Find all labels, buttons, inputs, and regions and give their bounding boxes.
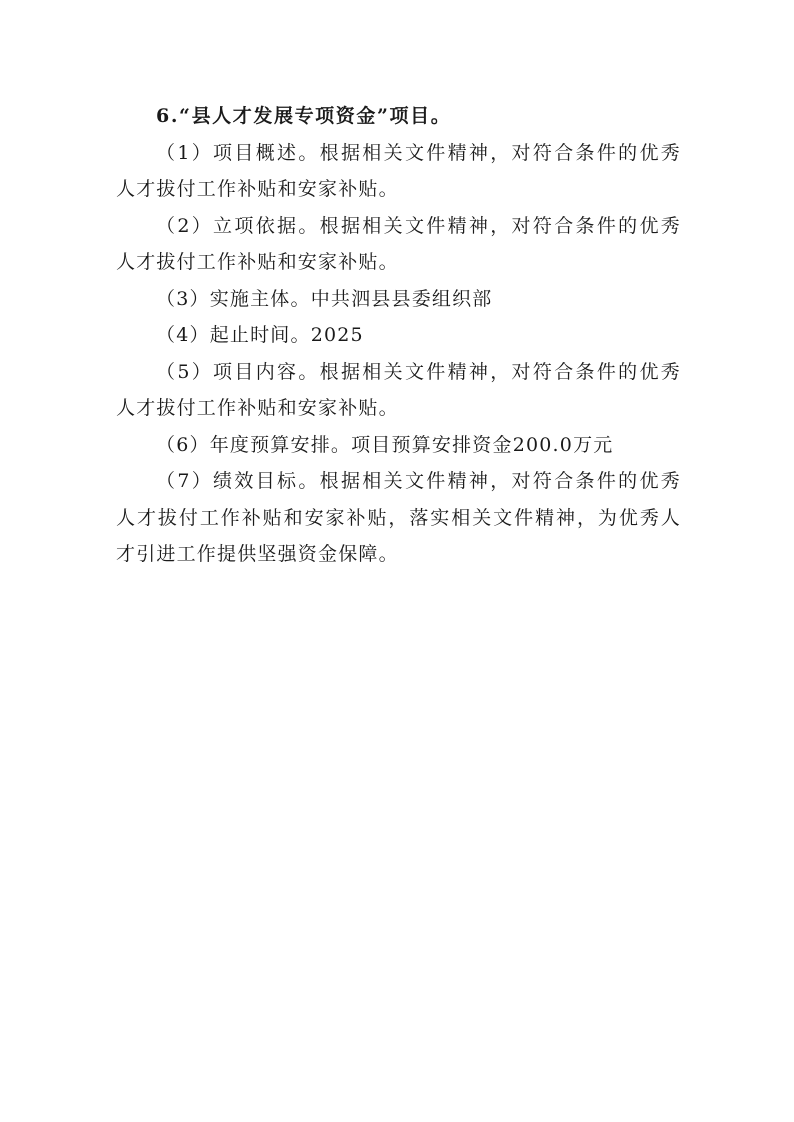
- item-line: 人才拔付工作补贴和安家补贴。: [116, 178, 399, 200]
- item-performance-goals: [116, 463, 681, 573]
- item-time-period: [116, 317, 681, 354]
- item-project-overview: [116, 135, 681, 208]
- item-line: （4）起止时间。2025: [156, 324, 364, 346]
- item-implementing-body: [116, 281, 681, 318]
- item-project-content: [116, 354, 681, 427]
- item-line: 人才拔付工作补贴和安家补贴。: [116, 251, 399, 273]
- item-project-basis: [116, 208, 681, 281]
- item-line: 才引进工作提供坚强资金保障。: [116, 543, 399, 565]
- item-line: （7）绩效目标。根据相关文件精神，对符合条件的优秀: [156, 470, 681, 492]
- item-line: （1）项目概述。根据相关文件精神，对符合条件的优秀: [156, 141, 681, 164]
- item-line: （5）项目内容。根据相关文件精神，对符合条件的优秀: [156, 360, 681, 383]
- section-heading: 6.“县人才发展专项资金”项目。: [156, 105, 452, 127]
- item-annual-budget: [116, 427, 681, 464]
- item-line: 人才拔付工作补贴和安家补贴，落实相关文件精神，为优秀人: [116, 506, 681, 529]
- item-line: （6）年度预算安排。项目预算安排资金200.0万元: [156, 433, 614, 456]
- document-body: [116, 98, 681, 573]
- item-line: 人才拔付工作补贴和安家补贴。: [116, 397, 399, 419]
- item-line: （3）实施主体。中共泗县县委组织部: [156, 287, 493, 310]
- item-line: （2）立项依据。根据相关文件精神，对符合条件的优秀: [156, 214, 681, 237]
